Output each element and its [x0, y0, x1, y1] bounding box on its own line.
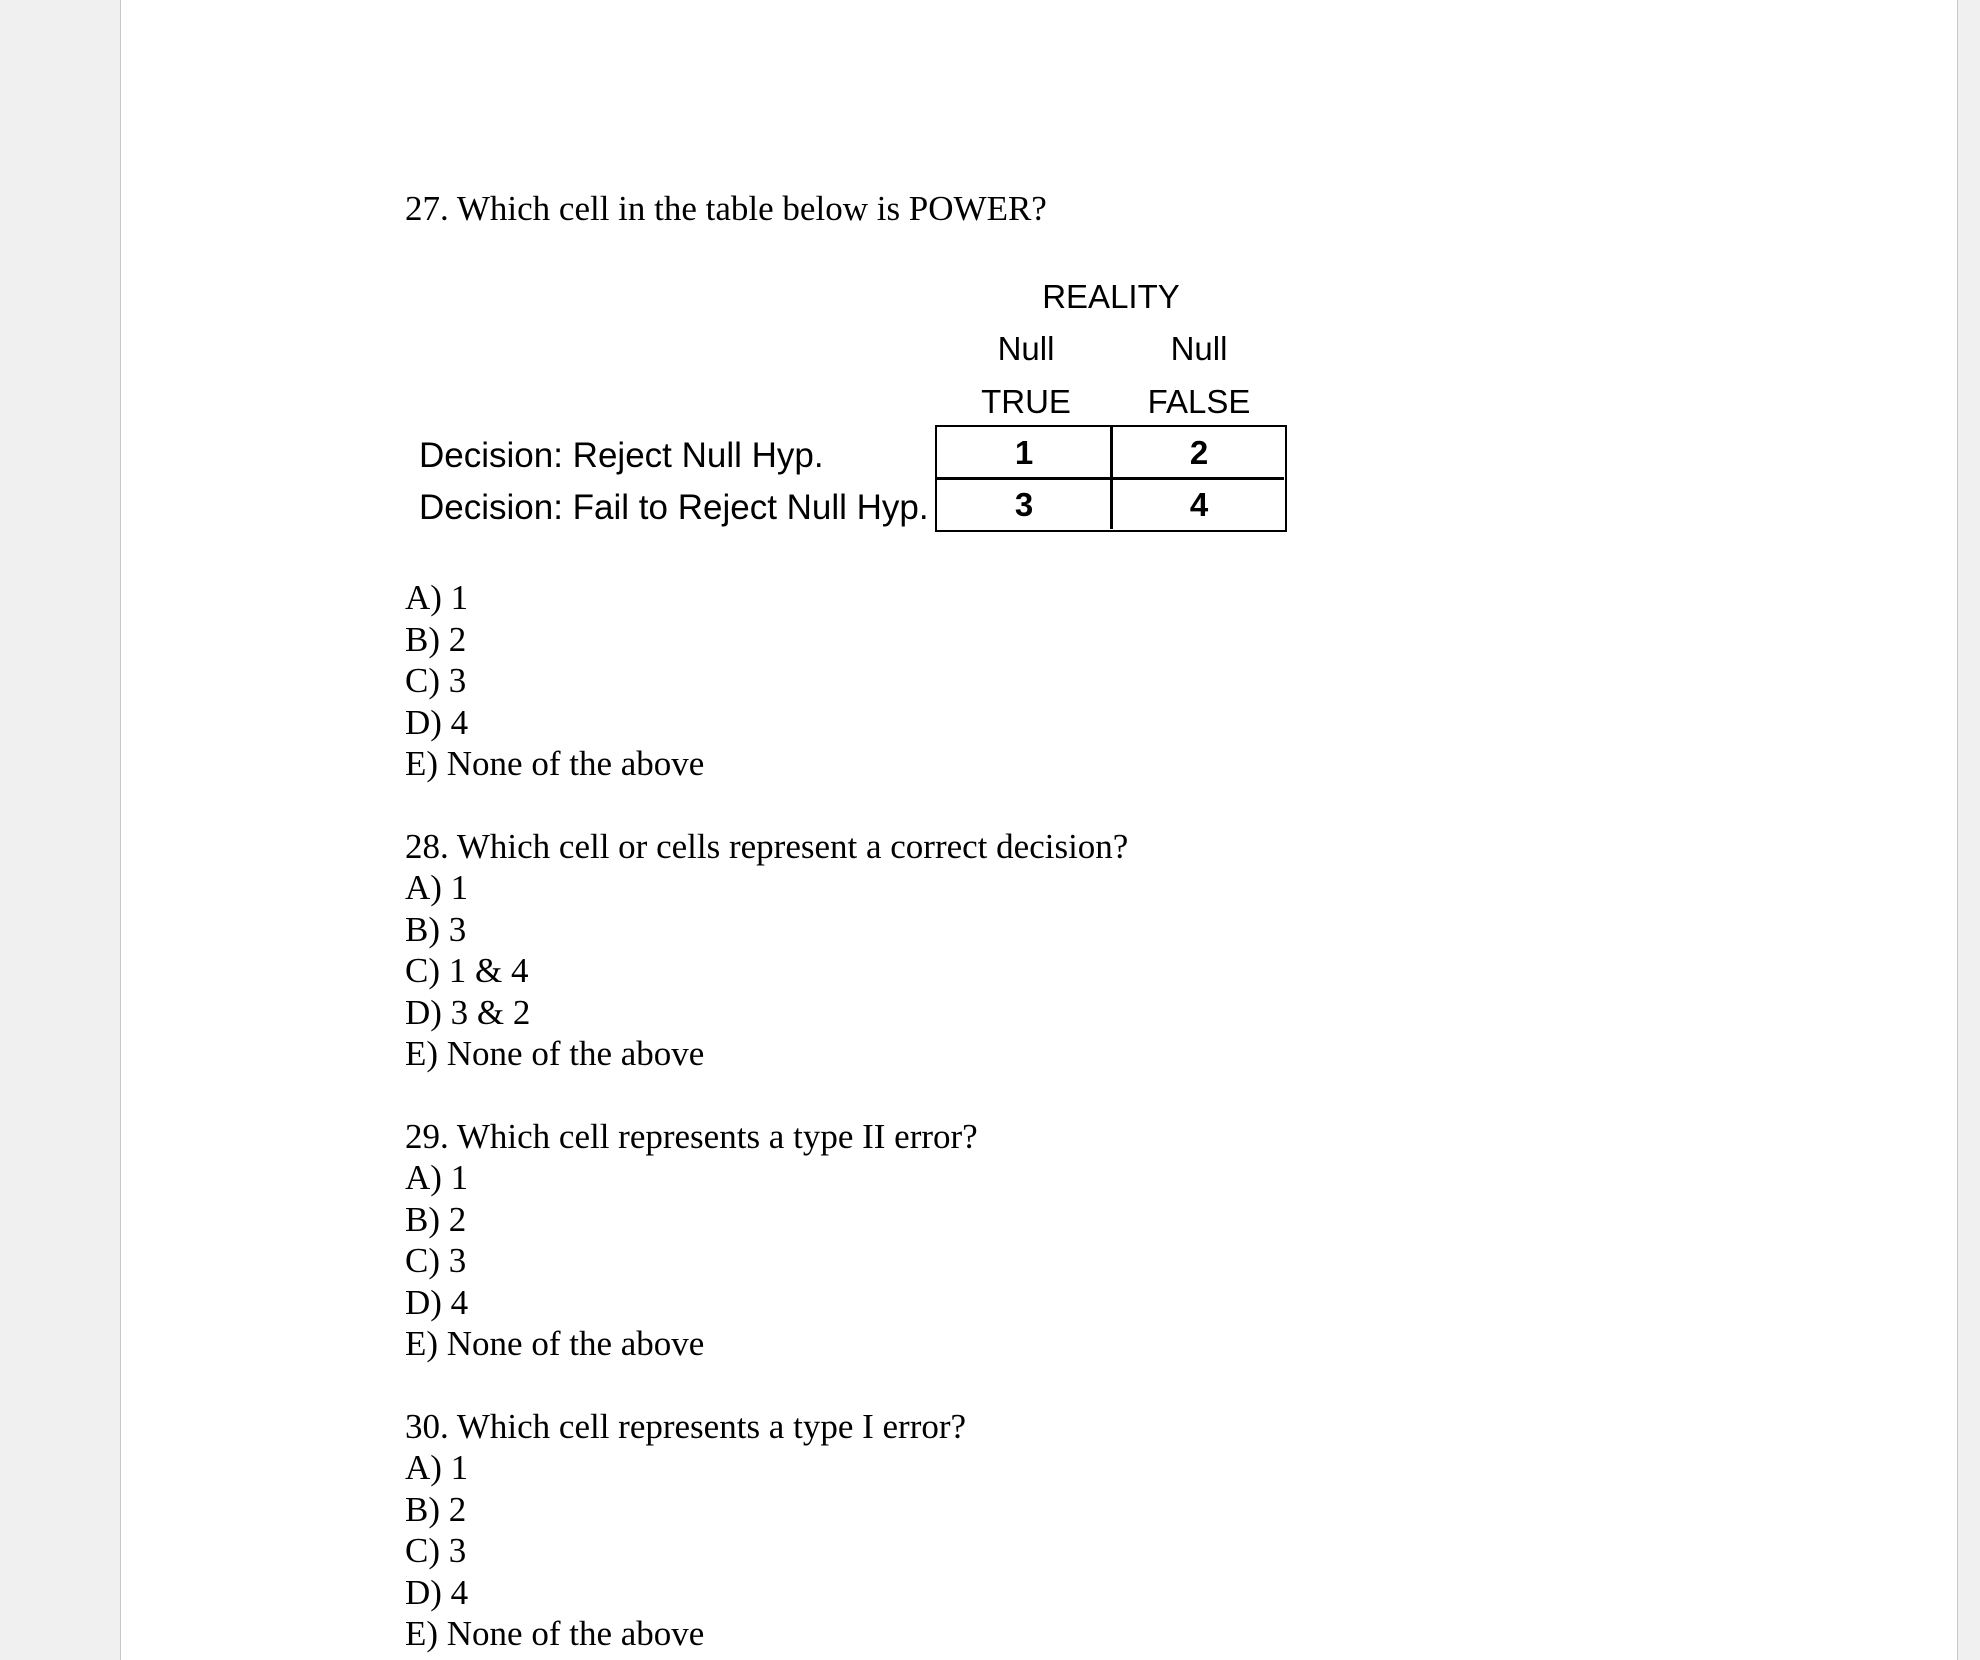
question-29-stem: 29. Which cell represents a type II error?: [405, 1117, 978, 1156]
question-30-stem: 30. Which cell represents a type I error?: [405, 1407, 967, 1446]
option: C) 3: [405, 1241, 467, 1280]
option: A) 1: [405, 578, 469, 617]
option: E) None of the above: [405, 1034, 705, 1073]
option: C) 3: [405, 1531, 467, 1570]
option: E) None of the above: [405, 1614, 705, 1653]
row-label-fail-to-reject: Decision: Fail to Reject Null Hyp.: [419, 488, 929, 527]
table-title: REALITY: [1042, 278, 1180, 315]
option: B) 2: [405, 1489, 467, 1529]
option: A) 1: [405, 1158, 469, 1197]
option: C) 3: [405, 661, 467, 700]
row-label-reject: Decision: Reject Null Hyp.: [419, 436, 824, 475]
option: B) 2: [405, 619, 467, 659]
question-28-stem: 28. Which cell or cells represent a correct decision?: [405, 827, 1129, 866]
option: C) 1 & 4: [405, 951, 529, 990]
question-27-stem: 27. Which cell in the table below is POWER?: [405, 189, 1047, 228]
option: D) 4: [405, 702, 469, 742]
question-27-options: [405, 577, 704, 785]
decision-table-grid: [935, 425, 1287, 532]
option: D) 4: [405, 1572, 469, 1612]
column-2-line2: FALSE: [1147, 383, 1251, 420]
option: A) 1: [405, 868, 469, 907]
option: E) None of the above: [405, 744, 705, 783]
table-cell-2: 2: [1189, 433, 1209, 471]
table-cell-1: 1: [1014, 433, 1034, 471]
question-30-options: [405, 1447, 704, 1655]
option: D) 4: [405, 1282, 469, 1322]
option: B) 3: [405, 909, 467, 949]
column-1-line2: TRUE: [981, 383, 1071, 420]
question-28-options: [405, 867, 704, 1075]
option: A) 1: [405, 1448, 469, 1487]
option: E) None of the above: [405, 1324, 705, 1363]
column-2-line1: Null: [1170, 330, 1228, 367]
table-cell-3: 3: [1014, 485, 1034, 523]
question-29-options: [405, 1157, 704, 1365]
option: D) 3 & 2: [405, 992, 531, 1032]
option: B) 2: [405, 1199, 467, 1239]
column-1-line1: Null: [997, 330, 1055, 367]
document-page: [120, 0, 1958, 1660]
table-cell-4: 4: [1189, 485, 1209, 523]
table-divider-horizontal: [937, 477, 1284, 480]
